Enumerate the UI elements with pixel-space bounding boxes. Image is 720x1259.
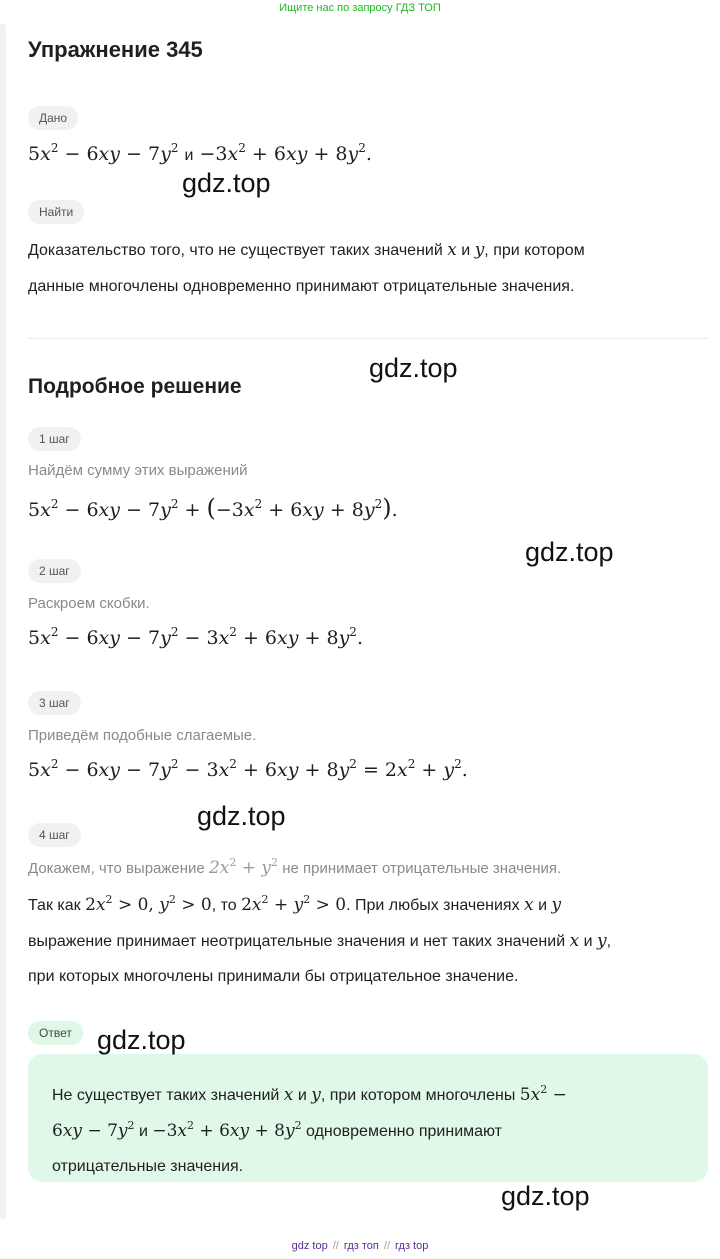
watermark: gdz.top [501, 1181, 590, 1211]
footer-sep: // [383, 1240, 391, 1252]
solution-title: Подробное решение [28, 375, 242, 398]
step-1-formula: $5x^2 - 6xy - 7y^2 + (-3x^2 + 6xy + 8y^2)$. [28, 494, 398, 522]
watermark: gdz.top [97, 1025, 186, 1055]
section-divider [28, 338, 708, 339]
step-4-caption-post: не принимает отрицательные значения. [282, 860, 562, 877]
step-3-caption: Приведём подобные слагаемые. [28, 727, 257, 744]
footer-link-1[interactable]: gdz top [291, 1240, 328, 1252]
watermark: gdz.top [197, 801, 286, 831]
answer-line2-tail: одновременно принимают [306, 1123, 503, 1140]
step-2-chip: 2 шаг [28, 559, 81, 583]
step-4-line2-text: выражение принимает неотрицательные значения и нет таких значений [28, 933, 566, 950]
step-4-text-line2: выражение принимает неотрицательные значения и нет таких значений x и y, [28, 931, 612, 951]
find-text-part: Доказательство того, что не существует таких значений [28, 242, 443, 259]
step-1-caption: Найдём сумму этих выражений [28, 462, 248, 479]
footer-sep: // [332, 1240, 339, 1252]
and-word: и [184, 147, 194, 164]
page-title: Упражнение 345 [28, 37, 203, 62]
and-word: и [461, 242, 471, 259]
step-4-any-values: . При любых значениях [346, 897, 520, 914]
step-1-chip: 1 шаг [28, 427, 81, 451]
search-banner[interactable]: Ищите нас по запросу ГДЗ ТОП [279, 2, 441, 14]
left-border [0, 24, 6, 1219]
watermark: gdz.top [182, 168, 271, 198]
step-4-so-since: Так как [28, 897, 81, 914]
step-3-formula: $5x^2 - 6xy - 7y^2 - 3x^2 + 6xy + 8y^2 = 2x^2 + y^2$. [28, 757, 468, 781]
answer-line1: Не существует таких значений x и y, при котором многочлены $5x^2$ − [52, 1083, 567, 1105]
step-4-text-line1: Так как $2x^2 > 0$, $y^2 > 0$, то $2x^2 + y^2 > 0$. При любых значениях x и y [28, 893, 562, 915]
watermark: gdz.top [369, 353, 458, 383]
step-2-formula: $5x^2 - 6xy - 7y^2 - 3x^2 + 6xy + 8y^2$. [28, 625, 363, 649]
step-2-caption: Раскроем скобки. [28, 595, 150, 612]
footer-link-3[interactable]: гдз top [395, 1240, 429, 1252]
and-word: и [538, 897, 548, 914]
watermark: gdz.top [525, 537, 614, 567]
step-4-text-line3: при которых многочлены принимали бы отрицательное значение. [28, 968, 519, 985]
answer-chip: Ответ [28, 1021, 83, 1045]
find-text-line1: Доказательство того, что не существует таких значений x и y, при котором [28, 240, 585, 260]
step-4-caption-pre: Докажем, что выражение [28, 860, 205, 877]
footer-links [0, 1240, 720, 1252]
and-word: и [297, 1087, 307, 1104]
and-word: и [138, 1123, 148, 1140]
given-chip: Дано [28, 106, 78, 130]
and-word: и [583, 933, 593, 950]
step-4-chip: 4 шаг [28, 823, 81, 847]
footer-link-2[interactable]: гдз топ [343, 1240, 379, 1252]
step-3-chip: 3 шаг [28, 691, 81, 715]
step-4-caption: Докажем, что выражение $2x^2 + y^2$ не принимает отрицательные значения. [28, 856, 562, 878]
answer-line2: $6xy - 7y^2$ $и -3x^2 + 6xy + 8y^2$ одновременно принимают [52, 1119, 503, 1141]
answer-line1-text: Не существует таких значений [52, 1087, 280, 1104]
given-formula: $5x^2 - 6xy - 7y^2$ $и -3x^2 + 6xy + 8y^2$. [28, 141, 372, 165]
answer-line1-tail: , при котором многочлены [320, 1087, 516, 1104]
answer-line3: отрицательные значения. [52, 1158, 244, 1175]
find-text-line2: данные многочлены одновременно принимают отрицательные значения. [28, 278, 575, 295]
find-chip: Найти [28, 200, 84, 224]
step-4-then: , то [211, 897, 237, 914]
find-text-tail: , при котором [484, 242, 585, 259]
